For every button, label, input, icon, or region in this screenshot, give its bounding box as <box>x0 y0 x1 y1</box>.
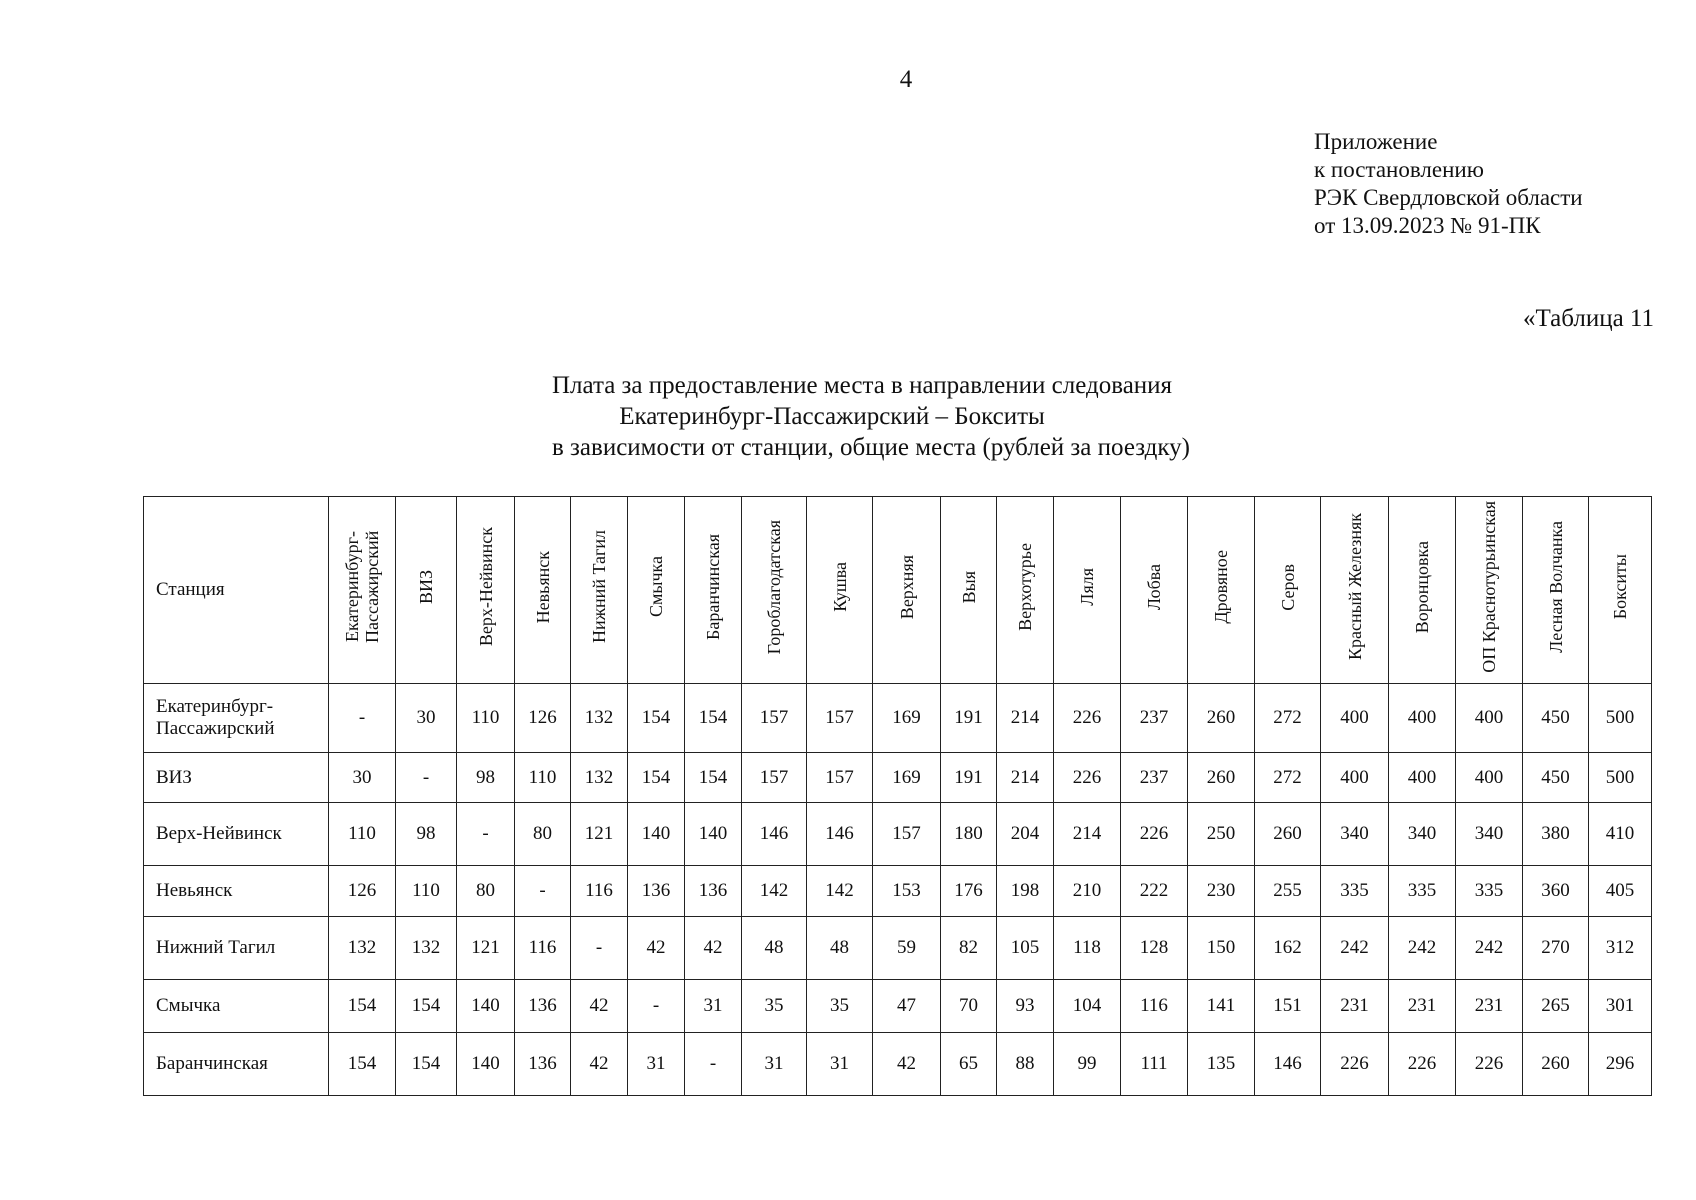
fare-cell: 132 <box>396 917 457 980</box>
column-header <box>1589 497 1652 684</box>
row-station-name: Екатеринбург-Пассажирский <box>144 684 329 753</box>
fare-cell: 154 <box>396 1033 457 1096</box>
fare-cell: 146 <box>807 803 873 866</box>
fare-cell: 226 <box>1456 1033 1523 1096</box>
fare-cell: 272 <box>1255 753 1321 803</box>
column-header <box>941 497 997 684</box>
fare-cell: 70 <box>941 980 997 1033</box>
fare-cell: 110 <box>515 753 571 803</box>
fare-cell: 154 <box>396 980 457 1033</box>
column-header-label: Гороблагодатская <box>764 519 784 655</box>
column-header <box>1523 497 1589 684</box>
fare-cell: 104 <box>1054 980 1121 1033</box>
table-row <box>144 803 1652 866</box>
column-header <box>1054 497 1121 684</box>
fare-cell: 154 <box>628 684 685 753</box>
column-header-label: Красный Железняк <box>1344 513 1365 661</box>
column-header-label: Верхняя <box>896 554 917 620</box>
fare-cell: 110 <box>457 684 515 753</box>
fare-cell: 136 <box>515 1033 571 1096</box>
fare-cell: - <box>396 753 457 803</box>
column-header <box>997 497 1054 684</box>
fare-cell: 400 <box>1321 753 1389 803</box>
fare-cell: 260 <box>1523 1033 1589 1096</box>
table-header-row <box>144 497 1652 684</box>
column-header-label: Кушва <box>829 562 850 612</box>
fare-cell: 226 <box>1054 684 1121 753</box>
fare-cell: 154 <box>685 753 742 803</box>
fare-cell: 230 <box>1188 866 1255 917</box>
fare-cell: 47 <box>873 980 941 1033</box>
fare-cell: 400 <box>1456 684 1523 753</box>
fare-cell: 48 <box>807 917 873 980</box>
column-header <box>742 497 807 684</box>
fare-cell: 340 <box>1389 803 1456 866</box>
column-header-label: ВИЗ <box>416 569 436 605</box>
fare-cell: 151 <box>1255 980 1321 1033</box>
fare-cell: 146 <box>1255 1033 1321 1096</box>
fare-cell: 157 <box>742 753 807 803</box>
column-header-label: Екатеринбург-Пассажирский <box>342 530 382 644</box>
column-header <box>1389 497 1456 684</box>
column-header <box>1456 497 1523 684</box>
fare-cell: 242 <box>1321 917 1389 980</box>
fare-cell: 400 <box>1321 684 1389 753</box>
fare-cell: 121 <box>457 917 515 980</box>
corner-header: Станция <box>144 497 329 684</box>
fare-cell: 157 <box>807 684 873 753</box>
table-row <box>144 1033 1652 1096</box>
fare-cell: 180 <box>941 803 997 866</box>
fare-cell: 154 <box>329 980 396 1033</box>
fare-cell: 136 <box>685 866 742 917</box>
fare-cell: 31 <box>807 1033 873 1096</box>
fare-cell: 99 <box>1054 1033 1121 1096</box>
row-station-name: Смычка <box>144 980 329 1033</box>
fare-cell: 111 <box>1121 1033 1188 1096</box>
fare-cell: 82 <box>941 917 997 980</box>
fare-cell: 335 <box>1456 866 1523 917</box>
fare-cell: 237 <box>1121 684 1188 753</box>
table-label: «Таблица 11 <box>1523 305 1654 332</box>
table-title <box>552 370 1191 463</box>
fare-cell: - <box>457 803 515 866</box>
fare-cell: 237 <box>1121 753 1188 803</box>
fare-cell: 226 <box>1121 803 1188 866</box>
fare-cell: 191 <box>941 753 997 803</box>
column-header-label: Ляля <box>1077 568 1097 606</box>
table-row <box>144 917 1652 980</box>
fare-cell: 105 <box>997 917 1054 980</box>
column-header-label: Верхотурье <box>1015 543 1035 631</box>
fare-cell: 42 <box>873 1033 941 1096</box>
column-header-label: Невьянск <box>532 550 553 624</box>
column-header-label: Нижний Тагил <box>589 530 609 644</box>
column-header <box>685 497 742 684</box>
fare-cell: 231 <box>1321 980 1389 1033</box>
row-station-name: Баранчинская <box>144 1033 329 1096</box>
fare-cell: 140 <box>457 1033 515 1096</box>
fare-cell: 48 <box>742 917 807 980</box>
fare-cell: 80 <box>515 803 571 866</box>
fare-cell: 226 <box>1321 1033 1389 1096</box>
fare-cell: 222 <box>1121 866 1188 917</box>
fare-cell: 35 <box>807 980 873 1033</box>
fare-cell: 301 <box>1589 980 1652 1033</box>
column-header <box>1255 497 1321 684</box>
fare-cell: 31 <box>742 1033 807 1096</box>
fare-cell: 135 <box>1188 1033 1255 1096</box>
fare-cell: 154 <box>628 753 685 803</box>
table-row <box>144 980 1652 1033</box>
fare-cell: 59 <box>873 917 941 980</box>
fare-cell: 110 <box>329 803 396 866</box>
fare-cell: 116 <box>1121 980 1188 1033</box>
fare-cell: 154 <box>685 684 742 753</box>
fare-cell: 146 <box>742 803 807 866</box>
fare-cell: 110 <box>396 866 457 917</box>
fare-cell: 198 <box>997 866 1054 917</box>
fare-cell: 31 <box>628 1033 685 1096</box>
fare-cell: 150 <box>1188 917 1255 980</box>
fare-cell: 169 <box>873 753 941 803</box>
fare-cell: - <box>329 684 396 753</box>
title-line-1: Плата за предоставление места в направлении следования <box>552 372 1173 399</box>
column-header-label: Верх-Нейвинск <box>475 527 496 647</box>
column-header <box>457 497 515 684</box>
fare-cell: - <box>515 866 571 917</box>
column-header <box>571 497 628 684</box>
fare-cell: 242 <box>1456 917 1523 980</box>
fare-cell: 140 <box>685 803 742 866</box>
fare-cell: 126 <box>329 866 396 917</box>
fare-cell: 157 <box>742 684 807 753</box>
column-header <box>396 497 457 684</box>
fare-cell: 121 <box>571 803 628 866</box>
fare-cell: 132 <box>571 753 628 803</box>
fare-cell: 136 <box>515 980 571 1033</box>
fare-cell: 410 <box>1589 803 1652 866</box>
fare-cell: 450 <box>1523 684 1589 753</box>
fare-cell: 226 <box>1054 753 1121 803</box>
column-header <box>807 497 873 684</box>
fare-cell: 260 <box>1255 803 1321 866</box>
fare-cell: 270 <box>1523 917 1589 980</box>
title-line-3: в зависимости от станции, общие места (рублей за поездку) <box>552 434 1191 461</box>
fare-cell: 140 <box>628 803 685 866</box>
fare-cell: 265 <box>1523 980 1589 1033</box>
fare-cell: 226 <box>1389 1033 1456 1096</box>
fare-cell: 132 <box>571 684 628 753</box>
appendix-line-4: от 13.09.2023 № 91-ПК <box>1314 213 1541 238</box>
column-header <box>873 497 941 684</box>
fare-cell: 255 <box>1255 866 1321 917</box>
column-header-label: Серов <box>1277 563 1298 611</box>
fare-cell: 400 <box>1389 684 1456 753</box>
fare-cell: 42 <box>628 917 685 980</box>
fare-cell: 176 <box>941 866 997 917</box>
column-header-label: Воронцовка <box>1412 540 1432 634</box>
fare-cell: 128 <box>1121 917 1188 980</box>
fare-cell: - <box>571 917 628 980</box>
fare-cell: 157 <box>873 803 941 866</box>
fare-cell: 380 <box>1523 803 1589 866</box>
row-station-name: Нижний Тагил <box>144 917 329 980</box>
appendix-line-2: к постановлению <box>1314 157 1484 182</box>
title-line-2: Екатеринбург-Пассажирский – Бокситы <box>619 403 1045 430</box>
fare-cell: 335 <box>1321 866 1389 917</box>
fare-cell: 214 <box>1054 803 1121 866</box>
fare-cell: 132 <box>329 917 396 980</box>
page-number: 4 <box>899 66 913 93</box>
appendix-block <box>1314 128 1583 240</box>
fare-cell: 400 <box>1389 753 1456 803</box>
fare-cell: 191 <box>941 684 997 753</box>
fare-cell: 154 <box>329 1033 396 1096</box>
fare-cell: 260 <box>1188 684 1255 753</box>
fare-cell: 98 <box>457 753 515 803</box>
fare-cell: 210 <box>1054 866 1121 917</box>
fare-cell: 204 <box>997 803 1054 866</box>
fare-cell: 98 <box>396 803 457 866</box>
fare-cell: 116 <box>571 866 628 917</box>
fare-cell: 360 <box>1523 866 1589 917</box>
fare-cell: 231 <box>1456 980 1523 1033</box>
column-header <box>1188 497 1255 684</box>
column-header <box>1321 497 1389 684</box>
fare-cell: 42 <box>571 980 628 1033</box>
fare-cell: 153 <box>873 866 941 917</box>
column-header <box>1121 497 1188 684</box>
fare-cell: 335 <box>1389 866 1456 917</box>
fare-cell: 142 <box>742 866 807 917</box>
fare-cell: 405 <box>1589 866 1652 917</box>
fare-cell: 169 <box>873 684 941 753</box>
fare-cell: 260 <box>1188 753 1255 803</box>
fare-cell: 42 <box>685 917 742 980</box>
column-header <box>329 497 396 684</box>
fare-table <box>143 496 1652 1096</box>
column-header-label: Дровяное <box>1211 550 1231 624</box>
appendix-line-3: РЭК Свердловской области <box>1314 185 1583 210</box>
fare-cell: - <box>685 1033 742 1096</box>
fare-cell: 35 <box>742 980 807 1033</box>
fare-cell: 93 <box>997 980 1054 1033</box>
row-station-name: ВИЗ <box>144 753 329 803</box>
fare-cell: 162 <box>1255 917 1321 980</box>
table-row <box>144 684 1652 753</box>
fare-cell: - <box>628 980 685 1033</box>
fare-cell: 126 <box>515 684 571 753</box>
fare-cell: 272 <box>1255 684 1321 753</box>
fare-cell: 116 <box>515 917 571 980</box>
fare-cell: 65 <box>941 1033 997 1096</box>
column-header-label: Лесная Волчанка <box>1545 521 1566 653</box>
fare-cell: 242 <box>1389 917 1456 980</box>
fare-cell: 157 <box>807 753 873 803</box>
fare-cell: 214 <box>997 753 1054 803</box>
fare-cell: 142 <box>807 866 873 917</box>
fare-cell: 140 <box>457 980 515 1033</box>
fare-cell: 141 <box>1188 980 1255 1033</box>
fare-cell: 42 <box>571 1033 628 1096</box>
fare-cell: 88 <box>997 1033 1054 1096</box>
column-header-label: ОП Краснотурьинская <box>1479 501 1499 673</box>
fare-cell: 500 <box>1589 753 1652 803</box>
row-station-name: Верх-Нейвинск <box>144 803 329 866</box>
column-header <box>628 497 685 684</box>
column-header-label: Смычка <box>646 556 666 618</box>
column-header-label: Бокситы <box>1610 554 1630 620</box>
table-row <box>144 753 1652 803</box>
fare-cell: 450 <box>1523 753 1589 803</box>
fare-cell: 30 <box>329 753 396 803</box>
appendix-line-1: Приложение <box>1314 129 1438 154</box>
fare-cell: 400 <box>1456 753 1523 803</box>
fare-cell: 118 <box>1054 917 1121 980</box>
fare-cell: 136 <box>628 866 685 917</box>
fare-cell: 30 <box>396 684 457 753</box>
fare-cell: 214 <box>997 684 1054 753</box>
fare-cell: 340 <box>1456 803 1523 866</box>
fare-cell: 500 <box>1589 684 1652 753</box>
column-header <box>515 497 571 684</box>
fare-cell: 231 <box>1389 980 1456 1033</box>
row-station-name: Невьянск <box>144 866 329 917</box>
fare-cell: 296 <box>1589 1033 1652 1096</box>
fare-cell: 312 <box>1589 917 1652 980</box>
column-header-label: Лобва <box>1144 563 1164 611</box>
column-header-label: Баранчинская <box>703 534 723 640</box>
fare-cell: 80 <box>457 866 515 917</box>
column-header-label: Выя <box>958 570 979 604</box>
table-row <box>144 866 1652 917</box>
fare-cell: 340 <box>1321 803 1389 866</box>
fare-cell: 31 <box>685 980 742 1033</box>
fare-cell: 250 <box>1188 803 1255 866</box>
